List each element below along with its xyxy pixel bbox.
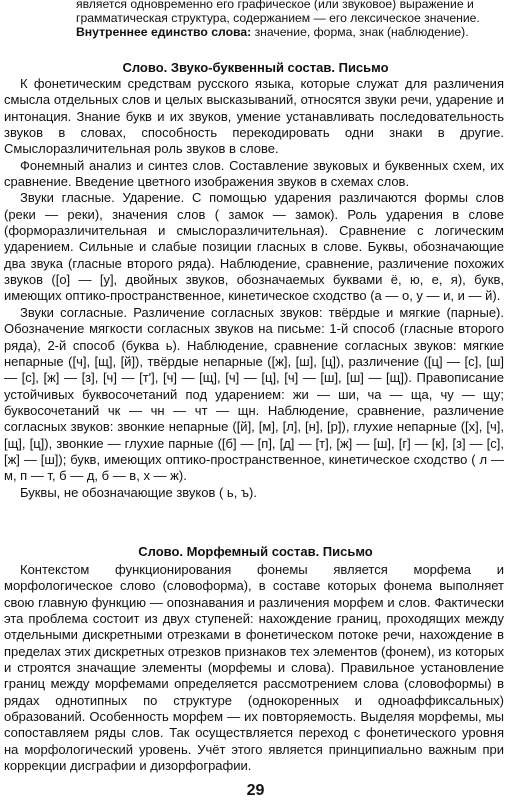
- paragraph: Контекстом функционирования фонемы является морфема и морфологическое слово (словоформа), в составе которых фонема выполняет свою главную функцию — опознавания и различения морфем и слов. Фактически эта проблема состоит из двух ступеней: нахождение границ, проходящих между отдельными дискретными отрезками в фонетическом потоке речи, нахождение в пределах этих дискретных отрезков признаков тех элементов (фонем), из которых и строятся значащие элементы (морфемы и слова). Правильное установление границ между морфемами определяется рассмотрением слова (словоформы) в рядах однотипных по структуре (однокоренных и однoаффиксальных) образований. Особенность морфем — их повторяемость. Выделяя морфемы, мы сопоставляем ряды слов. Так осуществляется переход с фонетического уровня на морфологический уровень. Учёт этого является принципиально важным при коррекции дисграфии и дизорфографии.: [4, 562, 504, 774]
- paragraph: Буквы, не обозначающие звуков ( ь, ъ).: [20, 484, 257, 500]
- paragraph: Фонемный анализ и синтез слов. Составление звуковых и буквенных схем, их сравнение. Введение цветного изображения звуков в схемах слов.: [4, 157, 504, 190]
- section-title-morpheme: Слово. Морфемный состав. Письмо: [138, 544, 373, 559]
- intro-line-1: является одновременно его графическое (или звуковое) выражение и: [76, 0, 474, 11]
- internal-unity-label: Внутреннее единство слова:: [76, 25, 252, 39]
- intro-line-3: [76, 25, 494, 39]
- paragraph: Звуки гласные. Ударение. С помощью ударения различаются формы слов (реки — реки), значения слов ( замок — замок). Роль ударения в слове (форморазличительная и смыслоразличительная). Сравнение с логическим ударением. Сильные и слабые позиции гласных в слове. Буквы, обозначающие два звука (гласные второго ряда). Наблюдение, сравнение, различение похожих звуков ([о] — [у], двойных звуков, обозначаемых буквами ё, ю, е, я), букв, имеющих оптико-пространственное, кинетическое сходство (а — о, у — и, и — й).: [4, 190, 504, 304]
- section-body-sound-letter: [4, 76, 504, 501]
- section-title-sound-letter: Слово. Звуко-буквенный состав. Письмо: [122, 60, 389, 75]
- page-number: 29: [246, 782, 265, 799]
- intro-line-2: грамматическая структура, содержанием — его лексическое значение.: [76, 11, 480, 25]
- section-body-morpheme: [4, 562, 504, 774]
- paragraph: Звуки согласные. Различение согласных звуков: твёрдые и мягкие (парные). Обозначение мягкости согласных звуков на письме: 1-й способ (гласные второго ряда), 2-й способ (буква ь). Наблюдение, сравнение согласных звуков: мягкие непарные ([ч], [щ], [й]), твёрдые непарные ([ж], [ш], [ц]), различение ([ц] — [с], [ш] — [с], [ж] — [з], [ч] — [т'], [ч] — [щ], [ч] — [ц], [ч] — [ш], [ш] — [щ]). Правописание устойчивых буквосочетаний под ударением: жи — ши, ча — ща, чу — щу; буквосочетаний чк — чн — чт — щн. Наблюдение, сравнение, различение согласных звуков: звонкие непарные ([й], [м], [л], [н], [р]), глухие непарные ([х], [ч], [щ], [ц]), звонкие — глухие парные ([б] — [п], [д] — [т], [ж] — [ш], [г] — [к], [з] — [с], [ж] — [ш]); букв, имеющих оптико-пространственное, кинетическое сходство ( л — м, п — т, б — д, б — в, х — ж).: [4, 304, 504, 484]
- paragraph: К фонетическим средствам русского языка, которые служат для различения смысла отдельных слов и целых высказываний, относятся звуки речи, ударение и интонация. Знание букв и их звуков, умение устанавливать последовательность звуков в словах, способность перекодировать одни знаки в другие. Смыслоразличительная роль звуков в слове.: [4, 76, 504, 157]
- internal-unity-text: значение, форма, знак (наблюдение).: [251, 25, 469, 39]
- intro-continuation: [76, 0, 494, 39]
